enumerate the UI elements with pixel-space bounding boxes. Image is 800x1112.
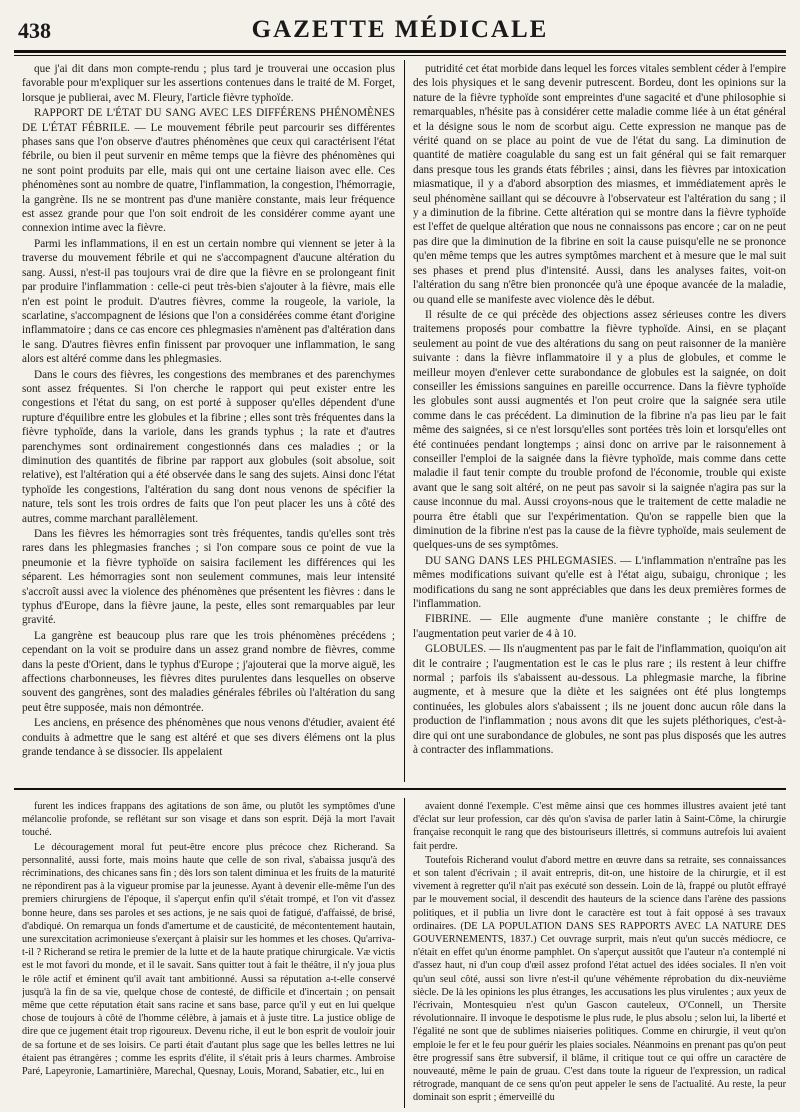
article-paragraph: Dans les fièvres les hémorragies sont très fréquentes, tandis qu'elles sont très rares dans les phlegmasies franches ; si l'on compare sous ce point de vue la pneumonie et la fièvre typhoïde on saisira facilement les différences qui les séparent. Les hémorragies sont non seulement communes, mais leur intensité s'accroît aussi avec la violence des phénomènes que présentent les fièvres : dans le typhus d'Europe, dans la fièvre jaune, la peste, elles sont remarquables par leur gravité. — [22, 528, 395, 627]
article-paragraph: La gangrène est beaucoup plus rare que les trois phénomènes précédens ; cependant on la voit se produire dans un assez grand nombre de fièvres, comme dans la peste d'Orient, dans le typhus d'Europe ; j'ajouterai que la morve aiguë, les affections charbonneuses, les fièvres dites purulentes dans lesquelles on observe souvent des gangrènes, sont des maladies générales fébriles où l'altération du sang peut être supposée, mais non démontrée. — [22, 629, 395, 714]
article-column-left — [22, 62, 395, 780]
column-divider-bottom — [404, 798, 405, 1108]
feuilleton-paragraph: Le découragement moral fut peut-être encore plus précoce chez Richerand. Sa personnalité, aussi forte, mais moins haute que celle de son rival, s'abaissa jusqu'à des récriminations, des chicanes sans fin ; dès lors son talent diminua et les fruits de la maturité ne répondirent pas à la vigueur promise par la jeunesse. Ayant à devenir elle-même l'un des premiers chirurgiens de l'époque, il s'aperçut enfin qu'il s'était trompé, et l'on vit d'assez bonne heure, dans ses paroles et ses actions, je ne sais quoi de fatigué, d'affaissé, de brisé, d'abdiqué. On remarqua un fonds d'amertume et de causticité, de mécontentement hautain, une surexcitation acrimonieuse s'exerçant à plaisir sur les hommes et les choses. Qu'arriva-t-il ? Richerand se retira le premier de la lutte et de la haute pratique chirurgicale. Væ victis est le mot favori du monde, et il le savait. Sans quitter tout à fait le théâtre, il n'y joua plus le rôle actif et éminent qu'il avait tant ambitionné. Aussi sa réputation a-t-elle conservé jusqu'à la fin de sa vie, quelque chose de contesté, de difficile et d'incertain ; on pensait même que cette réputation était sans racine et sans base, parce qu'il y eut en lui quelque chose de toujours à côté de l'homme célèbre, à jamais et à juste titre. La justice oblige de dire que ce jugement était trop rigoureux. Devenu riche, il eut le bon esprit de vouloir jouir de sa fortune et de ses loisirs. Ce parti était d'autant plus sage que les belles lettres ne lui étaient pas étrangères ; comme les esprits d'élite, il s'était pris à leurs charmes. Ambroise Paré, Lapeyronie, Lamartinière, Marechal, Quesnay, Louis, Morand, Sabatier, etc., lui en — [22, 841, 395, 1078]
article-paragraph: GLOBULES. — Ils n'augmentent pas par le fait de l'inflammation, quoiqu'on ait dit le contraire ; l'augmentation est le cas le plus rare ; ils restent à leur chiffre normal ; parfois ils s'abaissent au-dessous. La phlegmasie marche, la fibrine augmente, et à mesure que la diète et les saignées ont été plus longtemps continuées, les globules alors s'abaissent ; ils ne jouent donc aucun rôle dans la production de l'inflammation ; nous avons dit que les sujets pléthoriques, c'est-à-dire qui ont une surabondance de globules, ne sont pas plus disposés que les autres à contracter des inflammations. — [413, 643, 786, 757]
header-rule-thin — [14, 55, 786, 56]
article-paragraph: Dans le cours des fièvres, les congestions des membranes et des parenchymes sont assez fréquentes. Si l'on cherche le rapport qui peut exister entre les congestions et l'état du sang, on est porté à supposer qu'elles dépendent d'une rupture d'équilibre entre les globules et la fibrine ; elles sont très fréquentes dans la fièvre typhoïde, dans la variole, dans les grands typhus ; la rate et d'autres parenchymes sont ordinairement congestionnés dans ces maladies ; or la diminution des quantités de fibrine par rapport aux globules (soit absolue, soit relative), est l'altération qui a été observée dans le sang des sujets. Ainsi donc l'état typhoïde les congestions, l'altération du sang dont nous venons de spécifier la nature, tels sont les trois ordres de faits que l'on peut placer les uns à côté des autres, comme marchant parallèlement. — [22, 368, 395, 525]
header-rule-thick — [14, 50, 786, 53]
article-paragraph: Parmi les inflammations, il en est un certain nombre qui viennent se jeter à la traverse du mouvement fébrile et qui ne s'accompagnent d'aucune altération du sang. Aussi, n'est-il pas toujours vrai de dire que la fièvre en se prolongeant finit par produire l'inflammation : celle-ci peut très-bien s'ajouter à la fièvre, mais elle n'en est point le produit. D'autres fièvres, comme la rougeole, la variole, la scarlatine, s'accompagnent de lésions que l'on a considérées comme étant d'origine inflammatoire ; dans ce cas encore ces phlegmasies n'amènent pas d'altération dans le sang. D'autres fièvres enfin finissent par provoquer une inflammation, le sang alors est altéré comme dans les phlegmasies. — [22, 237, 395, 366]
article-column-right — [413, 62, 786, 780]
article-paragraph: RAPPORT DE L'ÉTAT DU SANG AVEC LES DIFFÉRENS PHÉNOMÈNES DE L'ÉTAT FÉBRILE. — Le mouvement fébrile peut parcourir ses différentes phases sans que l'on observe d'autres phénomènes que ceux qui caractérisent l'état fébrile, ou bien il peut survenir en même temps que la fièvre des phénomènes qui ne sont point produits par elle, mais qui ont une certaine liaison avec elle. Ces phénomènes sont au nombre de quatre, l'inflammation, la congestion, l'hémorragie, la gangrène. Ils ne se montrent pas d'une manière constante, mais leur fréquence est assez grande pour que l'on soit endroit de les considérer comme ayant une connexion intime avec la fièvre. — [22, 107, 395, 235]
article-paragraph: putridité cet état morbide dans lequel les forces vitales semblent céder à l'empire des lois physiques et le sang devenir putrescent. Bordeu, dont les opinions sur la nature de la fièvre typhoïde sont empreintes d'une sagacité et d'une philosophie si remarquables, n'hésite pas à considérer cette maladie comme liée à un état général et la désigne sous le nom de scorbut aigu. Cette expression ne manque pas de vérité quand on se place au point de vue de l'état du sang. La diminution de quantité de matière coagulable du sang est un fait général qui se fait remarquer dans presque tous les grands états fébriles ; ainsi, dans les fièvres par intoxication miasmatique, il y a d'abord absorption des miasmes, et immédiatement après le seul phénomène saillant qui se découvre à l'observateur est l'altération du sang ; il y a diminution de la fibrine. Cette altération qui se montre dans la fièvre typhoïde est l'effet de quelque altération que nous ne connaissons pas encore ; car on ne peut pas dire que la diminution de la fibrine en soit la cause puisqu'elle ne se prononce qu'en même temps que les autres symptômes marchent et à mesure que le mal suit ses phases et prend plus d'intensité. Aussi, dans les analyses faites, voit-on l'altération du sang n'être bien prononcée qu'à une époque avancée de la maladie, ou quand elle se manifeste avec violence dès le début. — [413, 63, 786, 306]
journal-title: GAZETTE MÉDICALE — [251, 16, 549, 43]
article-paragraph: Il résulte de ce qui précède des objections assez sérieuses contre les divers traitemens proposés pour combattre la fièvre typhoïde. Ainsi, en se plaçant seulement au point de vue des altérations du sang on peut raisonner de la manière suivante : dans la fièvre inflammatoire il y a plus de globules, et comme le meilleur moyen d'enlever cette surabondance de globules est la saignée, on doit conseiller les émissions sanguines en pareille occurrence. Dans la fièvre typhoïde les globules sont aussi augmentés et l'on peut croire que la saignée sera utile comme dans le cas précédent. La diminution de la fibrine n'a pas lieu par le fait même des saignées, si ce n'est lorsqu'elles sont portées très loin et lorsqu'elles ont été continuées pendant longtemps ; ainsi donc on arrive par le raisonnement à conseiller l'emploi de la saignée dans la fièvre typhoïde, mais comme dans cette maladie il faut tenir compte du trouble profond de l'économie, trouble qui existe avant que le sang soit altéré, on ne peut pas savoir si la saignée n'agira pas sur la cause inconnue du mal. Aussi croyons-nous que le traitement de cette maladie ne pourra être établi que sur l'expérimentation. Qu'on se rappelle bien que la diminution de la fibrine n'est pas la cause de la fièvre typhoïde, mais seulement de quelques-uns de ses symptômes. — [413, 308, 786, 552]
feuilleton-paragraph: avaient donné l'exemple. C'est même ainsi que ces hommes illustres avaient jeté tant d'éclat sur leur profession, car dès qu'on s'avisa de parler latin à Saint-Côme, la chirurgie française reconquit le rang que des bistouriseurs illettrés, si communs autrefois lui avaient fait perdre. — [413, 801, 786, 852]
page-header — [14, 12, 786, 52]
article-paragraph: DU SANG DANS LES PHLEGMASIES. — L'inflammation n'entraîne pas les mêmes modifications suivant qu'elle est à l'état aigu, subaigu, chronique ; les modifications du sang ne sont appréciables que dans les deux premières formes de l'inflammation. — [413, 554, 786, 611]
article-paragraph: Les anciens, en présence des phénomènes que nous venons d'étudier, avaient été conduits à admettre que le sang est altéré et que ses divers élémens ont la plus grande tendance à se dissocier. Ils appelaient — [22, 717, 395, 759]
article-paragraph: que j'ai dit dans mon compte-rendu ; plus tard je trouverai une occasion plus favorable pour m'expliquer sur les assertions contenues dans le traité de M. Forget, lorsque je publierai, avec M. Fleury, l'article fièvre typhoïde. — [22, 63, 395, 104]
feuilleton-paragraph: Toutefois Richerand voulut d'abord mettre en œuvre dans sa retraite, ses connaissances et son talent d'écrivain ; il avait entrepris, dit-on, une histoire de la chirurgie, et il est vivement à regretter qu'il n'ait pas exécuté son dessein. Loin de là, frappé ou plutôt effrayé par le mouvement social, il descendit des hauteurs de la science dans l'arène des passions politiques, et il publia un livre dont le caractère est tout à fait opposé à ses travaux ordinaires. (DE LA POPULATION DANS SES RAPPORTS AVEC LA NATURE DES GOUVERNEMENTS, 1837.) Cet ouvrage surprit, mais n'eut qu'un succès médiocre, ce n'était en effet qu'un énorme pamphlet. On s'aperçut aussitôt que l'auteur n'a contemplé ni d'assez haut, ni d'un coup d'œil assez profond l'état actuel des idées sociales. Il n'en voit qu'un seul côté, aussi son livre n'est-il qu'une véhémente réprobation du dix-neuvième siècle. De là les opinions les plus étranges, les accusations les plus virulentes ; aux yeux de l'écrivain, Montesquieu n'est qu'un Gascon cauteleux, O'Connell, un Thersite révolutionnaire. Il invoque le despotisme le plus rude, le plus absolu ; selon lui, la liberté et l'égalité ne sont que de sublimes niaiseries politiques. Comme en chirurgie, il veut qu'on emploie le fer et le feu pour guérir les plaies sociales. Néanmoins en prenant pas qu'on peut être progressif sans être subversif, il blâme, il critique tout ce qui offre un caractère de nouveauté, même le pain de gruau. C'est dans toute la rigueur de l'expression, un radical rétrograde, manquant de ce sens qu'on peut appeler le sens de l'actualité. Au reste, la peur dominait son esprit ; émerveillé du — [413, 854, 786, 1104]
feuilleton-column-right — [413, 800, 786, 1106]
column-divider-top — [404, 60, 405, 782]
article-paragraph: FIBRINE. — Elle augmente d'une manière constante ; le chiffre de l'augmentation peut varier de 4 à 10. — [413, 613, 786, 640]
page-number: 438 — [18, 18, 51, 43]
feuilleton-separator — [14, 788, 786, 790]
feuilleton-paragraph: furent les indices frappans des agitations de son âme, ou plutôt les symptômes d'une mélancolie profonde, se reflétant sur son visage et dans son esprit. Déjà la mort l'avait touché. — [22, 801, 395, 839]
feuilleton-column-left — [22, 800, 395, 1106]
